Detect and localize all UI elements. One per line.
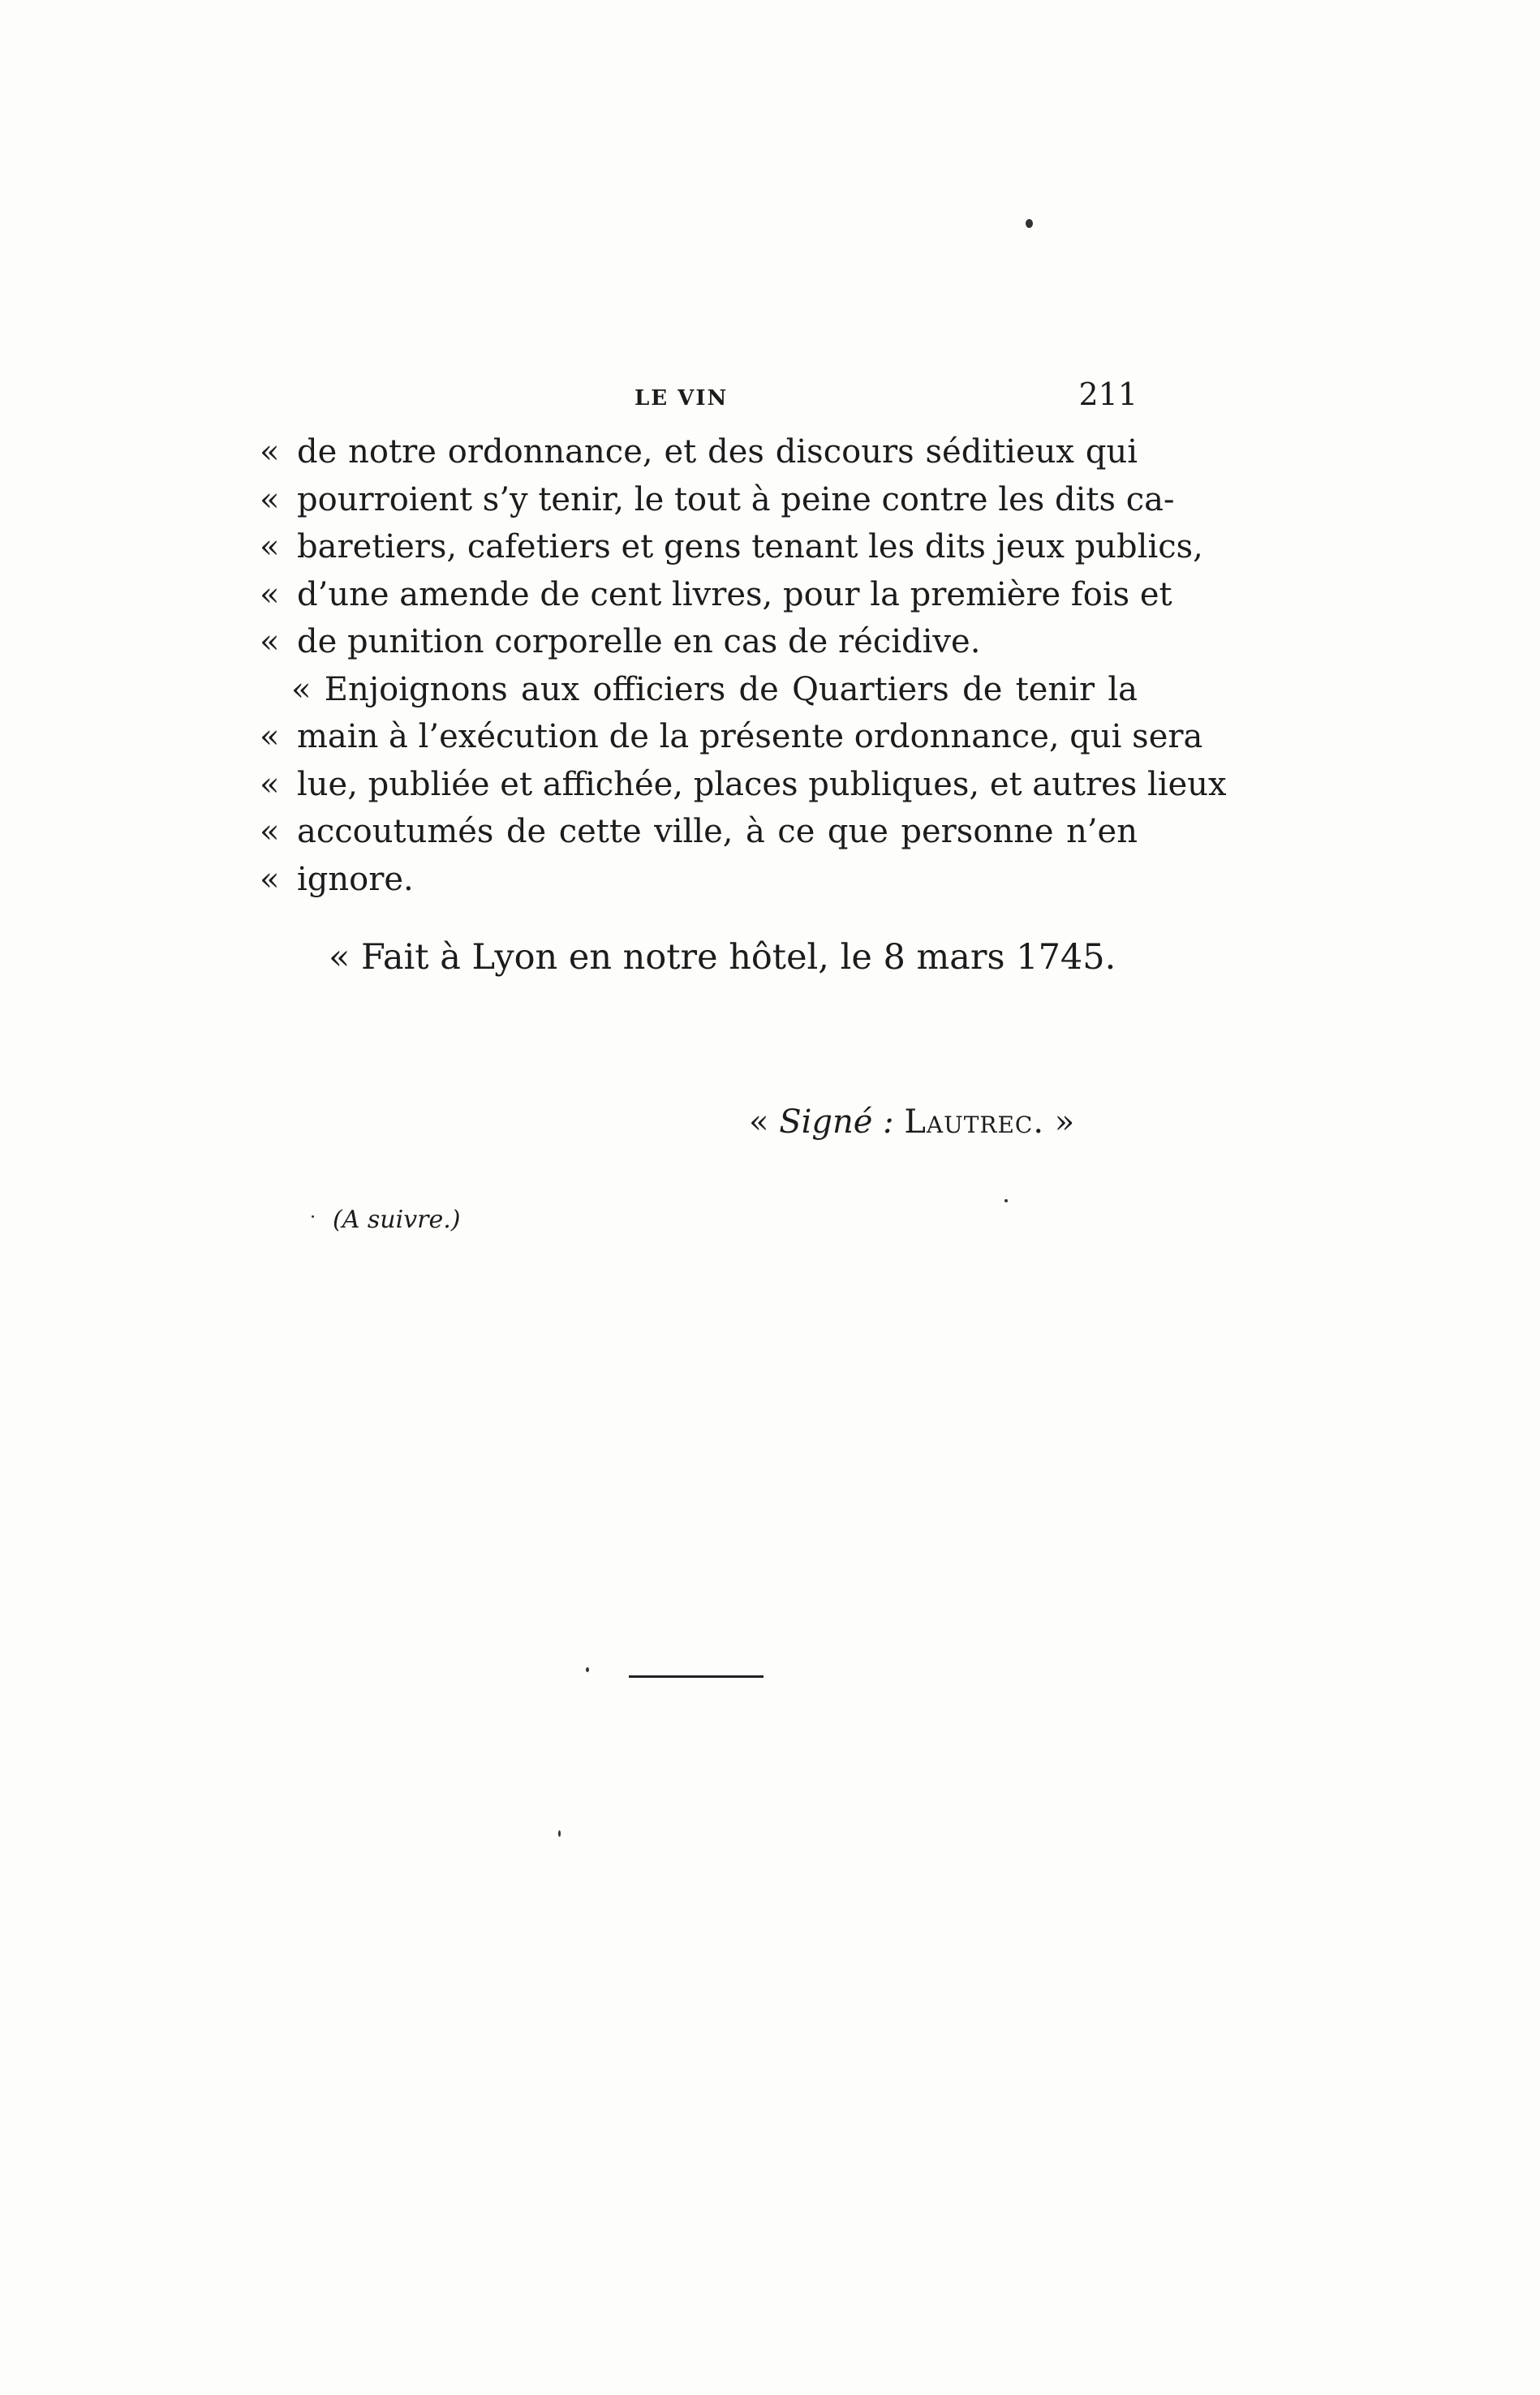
line-text: ignore. [297, 860, 414, 898]
signature-line [749, 1103, 1074, 1141]
quote-marker: « [260, 765, 280, 803]
body-text [260, 428, 1227, 903]
text-line [260, 618, 1138, 666]
quote-marker: « [260, 480, 280, 518]
quote-marker: « [260, 528, 280, 565]
running-title: LE VIN [634, 386, 729, 411]
text-line [260, 761, 1227, 809]
paragraph-first-line [260, 666, 1138, 714]
continued-note: (A suivre.) [333, 1206, 461, 1234]
line-text: accoutumés de cette ville, à ce que personne n’en [297, 813, 1138, 850]
page-number: 211 [1078, 376, 1138, 412]
end-rule [629, 1675, 764, 1678]
line-text: d’une amende de cent livres, pour la première fois et [297, 575, 1172, 613]
signature-close-quote: » [1044, 1103, 1075, 1141]
signature-open-quote: « [749, 1103, 780, 1141]
quote-marker: « [260, 860, 280, 898]
line-text: main à l’exécution de la présente ordonnance, qui sera [297, 718, 1203, 755]
quote-marker: « [260, 433, 280, 471]
line-text: de punition corporelle en cas de récidive. [297, 623, 981, 660]
ink-speck [558, 1830, 561, 1837]
text-line [260, 476, 1175, 524]
text-line [260, 428, 1138, 476]
line-text: baretiers, cafetiers et gens tenant les dits jeux publics, [297, 528, 1203, 565]
text-line [260, 571, 1172, 619]
dated-line: « Fait à Lyon en notre hôtel, le 8 mars 1745. [329, 937, 1116, 978]
text-line [260, 713, 1203, 761]
signature-name: Lautrec. [904, 1103, 1045, 1141]
quote-marker: « [260, 718, 280, 755]
quote-marker: « [260, 623, 280, 660]
ink-speck [1026, 219, 1033, 228]
running-head [260, 376, 1138, 422]
signature-label: Signé : [779, 1103, 894, 1141]
ink-speck [312, 1215, 314, 1218]
line-text: pourroient s’y tenir, le tout à peine contre les dits ca- [297, 480, 1175, 518]
text-line [260, 523, 1203, 571]
text-line [260, 808, 1138, 856]
quote-marker: « [260, 813, 280, 850]
text-line [260, 856, 1138, 904]
quote-marker: « [260, 575, 280, 613]
line-text: de notre ordonnance, et des discours séditieux qui [297, 433, 1138, 471]
line-text: « Enjoignons aux officiers de Quartiers de tenir la [291, 670, 1138, 708]
line-text: lue, publiée et affichée, places publiques, et autres lieux [297, 765, 1227, 803]
ink-speck [1004, 1199, 1008, 1202]
ink-speck [586, 1667, 589, 1672]
